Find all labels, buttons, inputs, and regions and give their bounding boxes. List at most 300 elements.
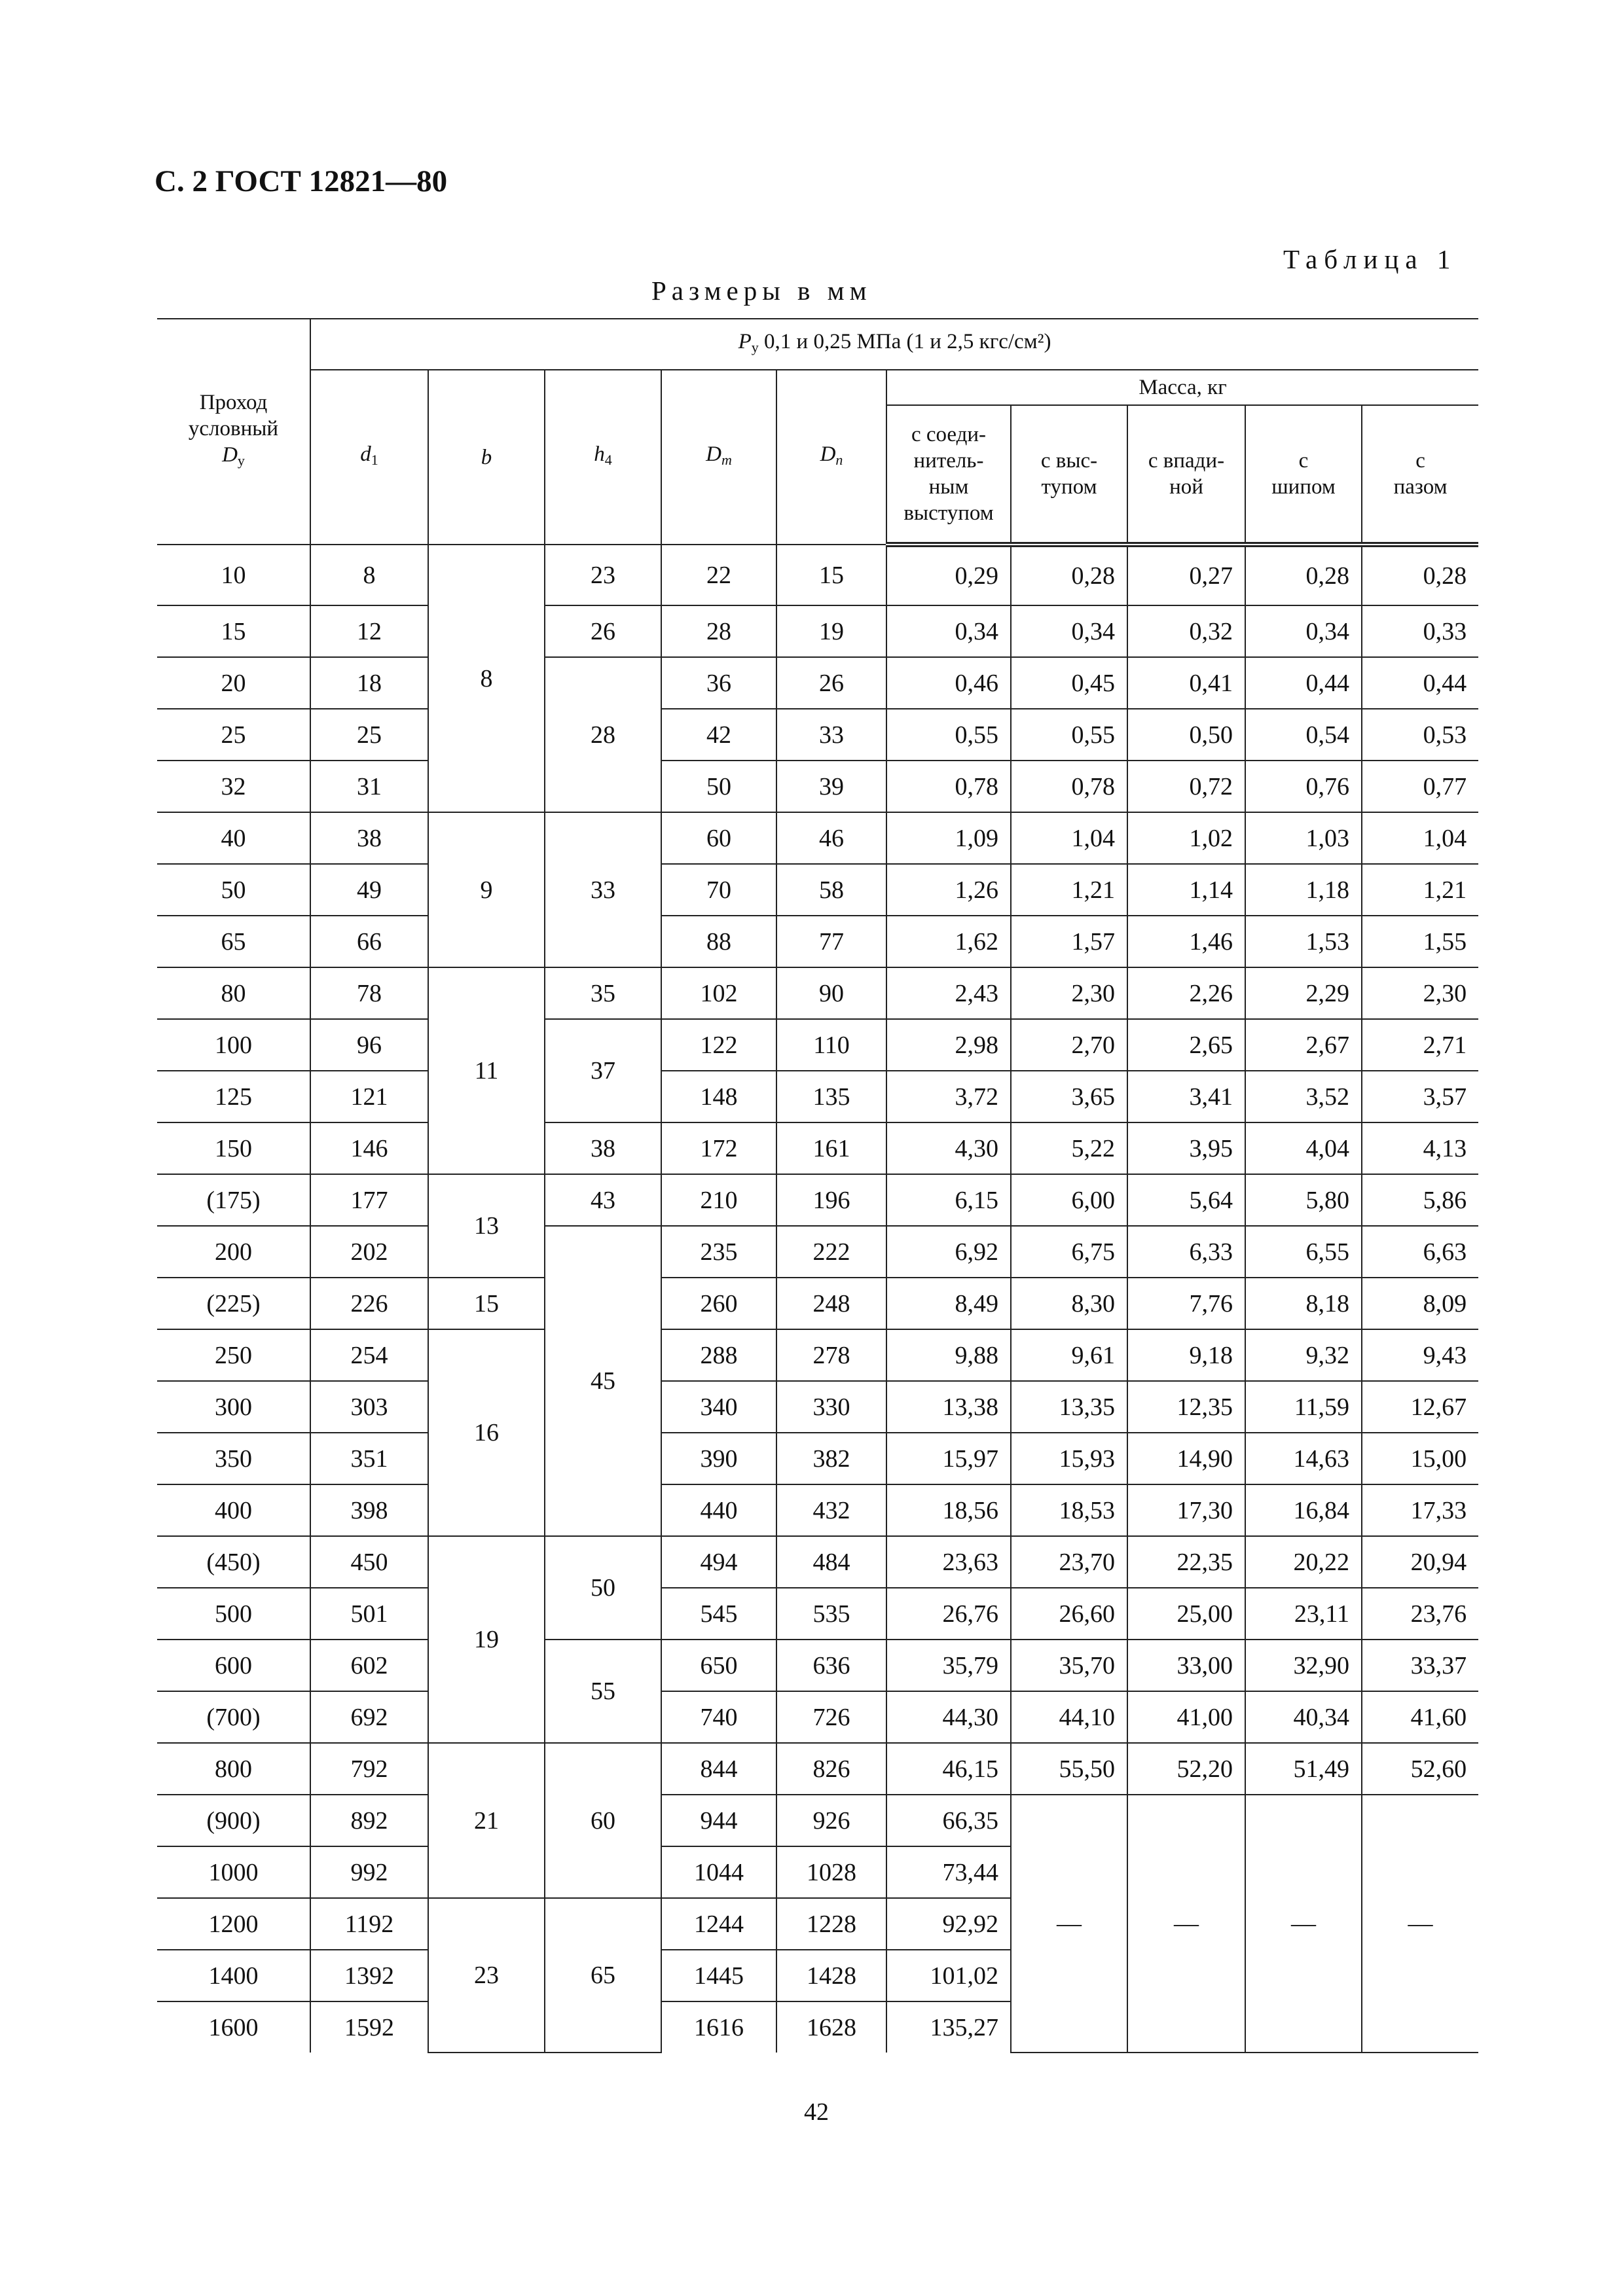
table-row <box>157 1278 1478 1329</box>
cell-mass-connecting: 0,29 <box>886 545 1011 605</box>
cell-mass-tongue: 0,54 <box>1245 709 1362 761</box>
col-header-dn: $D_n$ <box>776 370 886 545</box>
cell-mass-projection: 0,78 <box>1011 761 1127 812</box>
cell-mass-groove: 2,30 <box>1362 967 1478 1019</box>
cell-b: 19 <box>428 1536 545 1743</box>
cell-mass-recess: 1,14 <box>1127 864 1245 916</box>
cell-mass-tongue: 4,04 <box>1245 1122 1362 1174</box>
cell-dy: 500 <box>157 1588 310 1640</box>
table-row <box>157 1329 1478 1381</box>
cell-mass-tongue: 9,32 <box>1245 1329 1362 1381</box>
cell-mass-connecting: 6,15 <box>886 1174 1011 1226</box>
cell-mass-projection: 2,30 <box>1011 967 1127 1019</box>
cell-dn: 77 <box>776 916 886 967</box>
cell-mass-connecting: 15,97 <box>886 1433 1011 1484</box>
cell-d1: 1392 <box>310 1950 428 2001</box>
cell-dm: 1044 <box>661 1846 776 1898</box>
cell-mass-recess: 12,35 <box>1127 1381 1245 1433</box>
row-header-dy: Проход условный $D_у$ <box>157 319 310 545</box>
cell-h4: 23 <box>545 545 661 605</box>
cell-dy: (225) <box>157 1278 310 1329</box>
mass-group-header: Масса, кг <box>886 370 1478 405</box>
cell-mass-recess: 7,76 <box>1127 1278 1245 1329</box>
cell-dy: 350 <box>157 1433 310 1484</box>
cell-dn: 58 <box>776 864 886 916</box>
table-row <box>157 916 1478 967</box>
cell-dm: 172 <box>661 1122 776 1174</box>
cell-d1: 66 <box>310 916 428 967</box>
cell-dm: 440 <box>661 1484 776 1536</box>
cell-dm: 102 <box>661 967 776 1019</box>
cell-mass-groove: 23,76 <box>1362 1588 1478 1640</box>
cell-dn: 1428 <box>776 1950 886 2001</box>
cell-dm: 235 <box>661 1226 776 1278</box>
cell-mass-projection: 3,65 <box>1011 1071 1127 1122</box>
cell-dy: 100 <box>157 1019 310 1071</box>
cell-mass-tongue: 2,29 <box>1245 967 1362 1019</box>
cell-mass-connecting: 1,62 <box>886 916 1011 967</box>
cell-mass-recess: 9,18 <box>1127 1329 1245 1381</box>
cell-mass-connecting: 1,09 <box>886 812 1011 864</box>
cell-mass-recess: 0,27 <box>1127 545 1245 605</box>
cell-dy: 1000 <box>157 1846 310 1898</box>
cell-dm: 148 <box>661 1071 776 1122</box>
col-header-dm: $D_m$ <box>661 370 776 545</box>
cell-d1: 12 <box>310 605 428 657</box>
page-header: С. 2 ГОСТ 12821—80 <box>155 164 448 198</box>
table-row <box>157 709 1478 761</box>
cell-mass-groove: 33,37 <box>1362 1640 1478 1691</box>
cell-mass-tongue: 0,44 <box>1245 657 1362 709</box>
cell-b: 8 <box>428 545 545 812</box>
cell-mass-recess: 6,33 <box>1127 1226 1245 1278</box>
col-header-h4: $h_4$ <box>545 370 661 545</box>
cell-dn: 222 <box>776 1226 886 1278</box>
cell-mass-recess: 2,26 <box>1127 967 1245 1019</box>
cell-dn: 161 <box>776 1122 886 1174</box>
cell-mass-connecting: 4,30 <box>886 1122 1011 1174</box>
cell-dn: 926 <box>776 1795 886 1846</box>
cell-mass-recess: 52,20 <box>1127 1743 1245 1795</box>
cell-mass-connecting: 135,27 <box>886 2001 1011 2053</box>
col-header-d1: $d_1$ <box>310 370 428 545</box>
cell-mass-connecting: 0,55 <box>886 709 1011 761</box>
cell-dn: 484 <box>776 1536 886 1588</box>
cell-mass-connecting: 35,79 <box>886 1640 1011 1691</box>
cell-mass-tongue: 3,52 <box>1245 1071 1362 1122</box>
cell-h4: 55 <box>545 1640 661 1743</box>
cell-mass-groove: 52,60 <box>1362 1743 1478 1795</box>
cell-mass-recess: 2,65 <box>1127 1019 1245 1071</box>
cell-dn: 535 <box>776 1588 886 1640</box>
cell-dn: 636 <box>776 1640 886 1691</box>
cell-mass-connecting: 1,26 <box>886 864 1011 916</box>
pressure-header: $P_у$ 0,1 и 0,25 МПа (1 и 2,5 кгс/см²) <box>310 319 1478 370</box>
cell-mass-tongue: 23,11 <box>1245 1588 1362 1640</box>
cell-mass-connecting: 0,78 <box>886 761 1011 812</box>
cell-mass-tongue-dash: — <box>1245 1795 1362 2053</box>
cell-d1: 450 <box>310 1536 428 1588</box>
table-row <box>157 657 1478 709</box>
cell-d1: 992 <box>310 1846 428 1898</box>
cell-dm: 210 <box>661 1174 776 1226</box>
units-caption: Размеры в мм <box>651 276 872 306</box>
cell-d1: 177 <box>310 1174 428 1226</box>
cell-dy: (900) <box>157 1795 310 1846</box>
cell-dm: 88 <box>661 916 776 967</box>
table-row <box>157 1174 1478 1226</box>
cell-dn: 726 <box>776 1691 886 1743</box>
col-header-mass-groove: с пазом <box>1362 405 1478 545</box>
cell-mass-recess: 0,41 <box>1127 657 1245 709</box>
cell-d1: 398 <box>310 1484 428 1536</box>
cell-dn: 330 <box>776 1381 886 1433</box>
cell-dy: 150 <box>157 1122 310 1174</box>
cell-mass-projection: 8,30 <box>1011 1278 1127 1329</box>
cell-d1: 18 <box>310 657 428 709</box>
cell-dn: 278 <box>776 1329 886 1381</box>
cell-dm: 60 <box>661 812 776 864</box>
cell-d1: 146 <box>310 1122 428 1174</box>
cell-dn: 248 <box>776 1278 886 1329</box>
cell-dy: 20 <box>157 657 310 709</box>
cell-mass-groove: 1,04 <box>1362 812 1478 864</box>
cell-dy: 1400 <box>157 1950 310 2001</box>
cell-h4: 45 <box>545 1226 661 1536</box>
table-row <box>157 1691 1478 1743</box>
cell-d1: 226 <box>310 1278 428 1329</box>
cell-dy: (450) <box>157 1536 310 1588</box>
cell-mass-groove: 4,13 <box>1362 1122 1478 1174</box>
cell-mass-groove: 0,28 <box>1362 545 1478 605</box>
cell-mass-projection: 55,50 <box>1011 1743 1127 1795</box>
cell-dn: 382 <box>776 1433 886 1484</box>
cell-mass-tongue: 8,18 <box>1245 1278 1362 1329</box>
cell-dy: 600 <box>157 1640 310 1691</box>
cell-mass-connecting: 2,43 <box>886 967 1011 1019</box>
cell-mass-tongue: 6,55 <box>1245 1226 1362 1278</box>
cell-mass-groove: 1,21 <box>1362 864 1478 916</box>
table-row <box>157 1122 1478 1174</box>
cell-mass-connecting: 73,44 <box>886 1846 1011 1898</box>
cell-dy: 15 <box>157 605 310 657</box>
cell-mass-groove: 0,53 <box>1362 709 1478 761</box>
cell-dy: 300 <box>157 1381 310 1433</box>
cell-mass-groove: 8,09 <box>1362 1278 1478 1329</box>
cell-mass-connecting: 13,38 <box>886 1381 1011 1433</box>
cell-dn: 90 <box>776 967 886 1019</box>
table-row <box>157 864 1478 916</box>
table-row <box>157 1588 1478 1640</box>
cell-dn: 33 <box>776 709 886 761</box>
cell-b: 9 <box>428 812 545 967</box>
cell-d1: 121 <box>310 1071 428 1122</box>
cell-dy: 400 <box>157 1484 310 1536</box>
cell-dy: 125 <box>157 1071 310 1122</box>
cell-mass-projection: 13,35 <box>1011 1381 1127 1433</box>
cell-dn: 1028 <box>776 1846 886 1898</box>
cell-mass-groove: 41,60 <box>1362 1691 1478 1743</box>
cell-mass-projection: 1,04 <box>1011 812 1127 864</box>
cell-mass-groove: 12,67 <box>1362 1381 1478 1433</box>
cell-h4: 33 <box>545 812 661 967</box>
cell-b: 21 <box>428 1743 545 1898</box>
cell-mass-tongue: 1,03 <box>1245 812 1362 864</box>
cell-h4: 38 <box>545 1122 661 1174</box>
cell-mass-tongue: 14,63 <box>1245 1433 1362 1484</box>
cell-dm: 260 <box>661 1278 776 1329</box>
cell-mass-tongue: 40,34 <box>1245 1691 1362 1743</box>
cell-dn: 1628 <box>776 2001 886 2053</box>
col-header-mass-projection: с выс- тупом <box>1011 405 1127 545</box>
cell-mass-recess: 22,35 <box>1127 1536 1245 1588</box>
table-row <box>157 1795 1478 1846</box>
cell-dm: 42 <box>661 709 776 761</box>
cell-dn: 15 <box>776 545 886 605</box>
cell-mass-connecting: 3,72 <box>886 1071 1011 1122</box>
cell-dy: 32 <box>157 761 310 812</box>
table-row <box>157 1019 1478 1071</box>
cell-mass-recess: 3,41 <box>1127 1071 1245 1122</box>
cell-dm: 22 <box>661 545 776 605</box>
cell-mass-tongue: 2,67 <box>1245 1019 1362 1071</box>
cell-mass-groove: 2,71 <box>1362 1019 1478 1071</box>
cell-mass-projection: 1,57 <box>1011 916 1127 967</box>
cell-d1: 892 <box>310 1795 428 1846</box>
cell-mass-groove: 1,55 <box>1362 916 1478 967</box>
col-header-mass-tongue: с шипом <box>1245 405 1362 545</box>
cell-b: 11 <box>428 967 545 1174</box>
cell-mass-projection: 18,53 <box>1011 1484 1127 1536</box>
cell-mass-projection: 26,60 <box>1011 1588 1127 1640</box>
cell-mass-connecting: 8,49 <box>886 1278 1011 1329</box>
col-header-b: b <box>428 370 545 545</box>
cell-d1: 31 <box>310 761 428 812</box>
cell-dn: 46 <box>776 812 886 864</box>
cell-mass-projection: 0,45 <box>1011 657 1127 709</box>
table-row <box>157 1743 1478 1795</box>
cell-mass-tongue: 32,90 <box>1245 1640 1362 1691</box>
table-row <box>157 1536 1478 1588</box>
cell-mass-projection: 6,75 <box>1011 1226 1127 1278</box>
cell-mass-recess: 33,00 <box>1127 1640 1245 1691</box>
cell-d1: 303 <box>310 1381 428 1433</box>
cell-dy: 50 <box>157 864 310 916</box>
cell-d1: 202 <box>310 1226 428 1278</box>
table-row <box>157 967 1478 1019</box>
cell-mass-connecting: 2,98 <box>886 1019 1011 1071</box>
cell-mass-projection: 2,70 <box>1011 1019 1127 1071</box>
cell-mass-connecting: 6,92 <box>886 1226 1011 1278</box>
cell-dy: 25 <box>157 709 310 761</box>
cell-mass-tongue: 5,80 <box>1245 1174 1362 1226</box>
cell-h4: 37 <box>545 1019 661 1122</box>
cell-mass-recess: 25,00 <box>1127 1588 1245 1640</box>
cell-dn: 39 <box>776 761 886 812</box>
table-row <box>157 1484 1478 1536</box>
cell-mass-groove: 3,57 <box>1362 1071 1478 1122</box>
cell-d1: 602 <box>310 1640 428 1691</box>
cell-dy: 250 <box>157 1329 310 1381</box>
cell-dy: 200 <box>157 1226 310 1278</box>
cell-mass-projection: 44,10 <box>1011 1691 1127 1743</box>
cell-mass-recess: 0,72 <box>1127 761 1245 812</box>
cell-dm: 390 <box>661 1433 776 1484</box>
cell-mass-recess-dash: — <box>1127 1795 1245 2053</box>
cell-dm: 844 <box>661 1743 776 1795</box>
cell-mass-connecting: 26,76 <box>886 1588 1011 1640</box>
table-row <box>157 812 1478 864</box>
cell-dy: 800 <box>157 1743 310 1795</box>
cell-dn: 135 <box>776 1071 886 1122</box>
cell-mass-projection: 0,55 <box>1011 709 1127 761</box>
cell-dm: 740 <box>661 1691 776 1743</box>
cell-dy: 65 <box>157 916 310 967</box>
cell-dy: 40 <box>157 812 310 864</box>
cell-mass-projection: 15,93 <box>1011 1433 1127 1484</box>
cell-d1: 501 <box>310 1588 428 1640</box>
cell-mass-groove: 9,43 <box>1362 1329 1478 1381</box>
cell-dn: 196 <box>776 1174 886 1226</box>
cell-d1: 38 <box>310 812 428 864</box>
cell-mass-connecting: 0,46 <box>886 657 1011 709</box>
cell-mass-projection-dash: — <box>1011 1795 1127 2053</box>
cell-dy: 1600 <box>157 2001 310 2053</box>
cell-dm: 288 <box>661 1329 776 1381</box>
cell-mass-groove: 5,86 <box>1362 1174 1478 1226</box>
cell-mass-tongue: 0,34 <box>1245 605 1362 657</box>
cell-dm: 50 <box>661 761 776 812</box>
cell-mass-connecting: 92,92 <box>886 1898 1011 1950</box>
cell-dm: 944 <box>661 1795 776 1846</box>
cell-dy: (700) <box>157 1691 310 1743</box>
cell-dn: 1228 <box>776 1898 886 1950</box>
cell-mass-connecting: 66,35 <box>886 1795 1011 1846</box>
cell-d1: 1192 <box>310 1898 428 1950</box>
cell-h4: 26 <box>545 605 661 657</box>
cell-dy: 80 <box>157 967 310 1019</box>
cell-mass-tongue: 1,53 <box>1245 916 1362 967</box>
cell-h4: 28 <box>545 657 661 812</box>
cell-mass-groove: 0,44 <box>1362 657 1478 709</box>
cell-h4: 60 <box>545 1743 661 1898</box>
table-row <box>157 761 1478 812</box>
cell-mass-recess: 17,30 <box>1127 1484 1245 1536</box>
cell-h4: 43 <box>545 1174 661 1226</box>
table-row <box>157 545 1478 605</box>
cell-d1: 49 <box>310 864 428 916</box>
col-header-mass-recess: с впади- ной <box>1127 405 1245 545</box>
cell-d1: 254 <box>310 1329 428 1381</box>
table-row <box>157 605 1478 657</box>
cell-dy: 10 <box>157 545 310 605</box>
cell-mass-recess: 0,32 <box>1127 605 1245 657</box>
cell-b: 13 <box>428 1174 545 1278</box>
cell-mass-connecting: 44,30 <box>886 1691 1011 1743</box>
cell-dn: 432 <box>776 1484 886 1536</box>
cell-mass-connecting: 46,15 <box>886 1743 1011 1795</box>
cell-mass-tongue: 51,49 <box>1245 1743 1362 1795</box>
table-row <box>157 1226 1478 1278</box>
cell-dm: 1616 <box>661 2001 776 2053</box>
cell-mass-tongue: 0,28 <box>1245 545 1362 605</box>
cell-h4: 35 <box>545 967 661 1019</box>
cell-d1: 792 <box>310 1743 428 1795</box>
cell-d1: 8 <box>310 545 428 605</box>
cell-b: 16 <box>428 1329 545 1536</box>
cell-mass-groove: 0,77 <box>1362 761 1478 812</box>
cell-mass-recess: 5,64 <box>1127 1174 1245 1226</box>
cell-mass-projection: 9,61 <box>1011 1329 1127 1381</box>
cell-mass-connecting: 18,56 <box>886 1484 1011 1536</box>
cell-mass-connecting: 101,02 <box>886 1950 1011 2001</box>
cell-mass-groove: 15,00 <box>1362 1433 1478 1484</box>
table-row <box>157 1071 1478 1122</box>
cell-mass-recess: 41,00 <box>1127 1691 1245 1743</box>
cell-dn: 826 <box>776 1743 886 1795</box>
cell-mass-projection: 1,21 <box>1011 864 1127 916</box>
cell-mass-recess: 1,02 <box>1127 812 1245 864</box>
cell-dn: 19 <box>776 605 886 657</box>
table-row <box>157 1640 1478 1691</box>
dimensions-table <box>157 318 1478 2053</box>
cell-b: 23 <box>428 1898 545 2053</box>
cell-mass-projection: 6,00 <box>1011 1174 1127 1226</box>
cell-mass-projection: 23,70 <box>1011 1536 1127 1588</box>
table-label: Таблица 1 <box>1283 244 1457 274</box>
cell-dy: 1200 <box>157 1898 310 1950</box>
cell-dm: 545 <box>661 1588 776 1640</box>
cell-mass-tongue: 16,84 <box>1245 1484 1362 1536</box>
cell-dm: 122 <box>661 1019 776 1071</box>
cell-mass-recess: 0,50 <box>1127 709 1245 761</box>
cell-mass-recess: 3,95 <box>1127 1122 1245 1174</box>
cell-dn: 26 <box>776 657 886 709</box>
cell-h4: 65 <box>545 1898 661 2053</box>
cell-mass-projection: 0,28 <box>1011 545 1127 605</box>
cell-dy: (175) <box>157 1174 310 1226</box>
cell-mass-connecting: 23,63 <box>886 1536 1011 1588</box>
cell-d1: 96 <box>310 1019 428 1071</box>
cell-d1: 692 <box>310 1691 428 1743</box>
cell-b: 15 <box>428 1278 545 1329</box>
cell-dm: 1445 <box>661 1950 776 2001</box>
cell-dm: 650 <box>661 1640 776 1691</box>
table-row <box>157 1381 1478 1433</box>
cell-dm: 1244 <box>661 1898 776 1950</box>
cell-mass-tongue: 11,59 <box>1245 1381 1362 1433</box>
cell-dm: 494 <box>661 1536 776 1588</box>
cell-d1: 1592 <box>310 2001 428 2053</box>
cell-mass-connecting: 0,34 <box>886 605 1011 657</box>
cell-d1: 25 <box>310 709 428 761</box>
cell-mass-tongue: 0,76 <box>1245 761 1362 812</box>
table-row <box>157 1433 1478 1484</box>
col-header-mass-connecting: с соеди- нитель- ным выступом <box>886 405 1011 545</box>
cell-mass-groove: 6,63 <box>1362 1226 1478 1278</box>
cell-mass-groove-dash: — <box>1362 1795 1478 2053</box>
cell-mass-connecting: 9,88 <box>886 1329 1011 1381</box>
cell-mass-projection: 35,70 <box>1011 1640 1127 1691</box>
cell-mass-groove: 20,94 <box>1362 1536 1478 1588</box>
cell-dm: 340 <box>661 1381 776 1433</box>
cell-dm: 28 <box>661 605 776 657</box>
cell-mass-groove: 17,33 <box>1362 1484 1478 1536</box>
cell-mass-recess: 14,90 <box>1127 1433 1245 1484</box>
cell-mass-recess: 1,46 <box>1127 916 1245 967</box>
page-number: 42 <box>804 2098 829 2126</box>
cell-d1: 78 <box>310 967 428 1019</box>
